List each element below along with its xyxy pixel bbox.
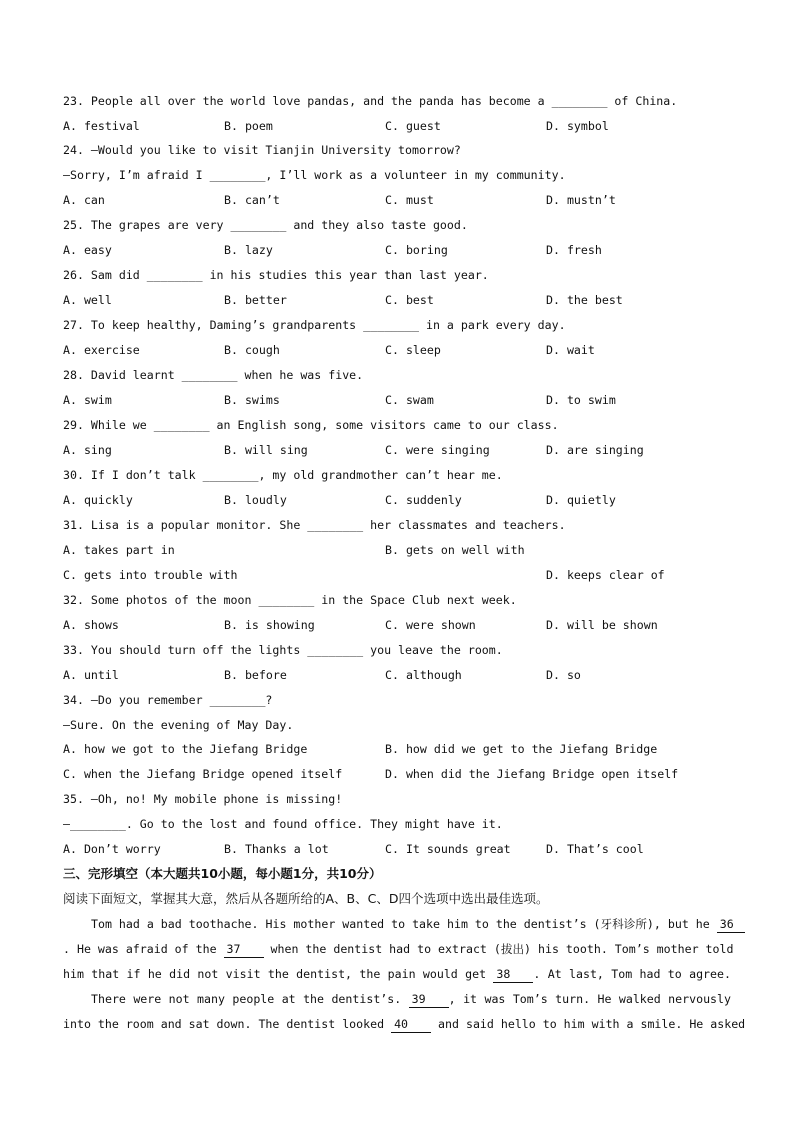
option-d: D. quietly bbox=[546, 493, 616, 507]
option-c: C. were shown bbox=[385, 618, 476, 632]
option-d: D. to swim bbox=[546, 393, 616, 407]
option-a: A. until bbox=[63, 668, 119, 682]
option-d: D. the best bbox=[546, 293, 623, 307]
passage-text: into the room and sat down. The dentist looked bbox=[63, 1017, 392, 1031]
option-d: D. wait bbox=[546, 343, 595, 357]
option-a: A. how we got to the Jiefang Bridge bbox=[63, 742, 308, 756]
option-a: A. sing bbox=[63, 443, 112, 457]
question-29-options bbox=[63, 440, 743, 460]
question-32-stem: 32. Some photos of the moon ________ in the Space Club next week. bbox=[63, 593, 517, 607]
option-b: B. is showing bbox=[224, 618, 315, 632]
question-28-stem: 28. David learnt ________ when he was five. bbox=[63, 368, 364, 382]
option-a: A. Don’t worry bbox=[63, 842, 161, 856]
option-a: A. easy bbox=[63, 243, 112, 257]
option-a: A. can bbox=[63, 193, 105, 207]
question-31-stem: 31. Lisa is a popular monitor. She ________ her classmates and teachers. bbox=[63, 518, 566, 532]
question-31-options-row2 bbox=[63, 565, 743, 585]
passage-text: There were not many people at the dentist’s. bbox=[91, 992, 409, 1006]
option-b: B. better bbox=[224, 293, 287, 307]
question-28-options bbox=[63, 390, 743, 410]
question-26-stem: 26. Sam did ________ in his studies this year than last year. bbox=[63, 268, 489, 282]
option-c: C. sleep bbox=[385, 343, 441, 357]
option-c: C. guest bbox=[385, 119, 441, 133]
option-a: A. exercise bbox=[63, 343, 140, 357]
question-33-options bbox=[63, 665, 743, 685]
question-35-stem: 35. —Oh, no! My mobile phone is missing! bbox=[63, 792, 343, 806]
option-a: A. takes part in bbox=[63, 543, 175, 557]
question-30-stem: 30. If I don’t talk ________, my old grandmother can’t hear me. bbox=[63, 468, 503, 482]
section-3-instruction: 阅读下面短文，掌握其大意，然后从各题所给的A、B、C、D四个选项中选出最佳选项。 bbox=[63, 891, 549, 906]
question-34-stem-reply: —Sure. On the evening of May Day. bbox=[63, 718, 294, 732]
question-34-options-row2 bbox=[63, 764, 743, 784]
passage-line-2 bbox=[63, 939, 734, 959]
option-d: D. so bbox=[546, 668, 581, 682]
passage-text: him that if he did not visit the dentist, the pain would get bbox=[63, 967, 494, 981]
option-c: C. were singing bbox=[385, 443, 490, 457]
option-a: A. festival bbox=[63, 119, 140, 133]
question-34-options-row1 bbox=[63, 739, 743, 759]
option-b: B. cough bbox=[224, 343, 280, 357]
option-b: B. before bbox=[224, 668, 287, 682]
option-d: D. are singing bbox=[546, 443, 644, 457]
passage-text: when the dentist had to extract (拔出) his tooth. Tom’s mother told bbox=[263, 942, 734, 956]
option-a: A. quickly bbox=[63, 493, 133, 507]
option-d: D. mustn’t bbox=[546, 193, 616, 207]
question-26-options bbox=[63, 290, 743, 310]
question-24-options bbox=[63, 190, 743, 210]
option-c: C. It sounds great bbox=[385, 842, 511, 856]
option-c: C. boring bbox=[385, 243, 448, 257]
option-d: D. That’s cool bbox=[546, 842, 644, 856]
question-33-stem: 33. You should turn off the lights ________ you leave the room. bbox=[63, 643, 503, 657]
option-b: B. lazy bbox=[224, 243, 273, 257]
option-d: D. will be shown bbox=[546, 618, 658, 632]
option-b: B. gets on well with bbox=[385, 543, 525, 557]
option-a: A. shows bbox=[63, 618, 119, 632]
option-b: B. can’t bbox=[224, 193, 280, 207]
option-b: B. swims bbox=[224, 393, 280, 407]
option-d: D. keeps clear of bbox=[546, 568, 665, 582]
passage-text: . He was afraid of the bbox=[63, 942, 224, 956]
question-25-options bbox=[63, 240, 743, 260]
question-31-options-row1 bbox=[63, 540, 743, 560]
option-d: D. when did the Jiefang Bridge open itself bbox=[385, 767, 679, 781]
passage-text: . At last, Tom had to agree. bbox=[533, 967, 731, 981]
option-a: A. swim bbox=[63, 393, 112, 407]
passage-text: , it was Tom’s turn. He walked nervously bbox=[448, 992, 731, 1006]
option-c: C. must bbox=[385, 193, 434, 207]
option-c: C. suddenly bbox=[385, 493, 462, 507]
question-23-stem: 23. People all over the world love pandas, and the panda has become a ________ of China. bbox=[63, 94, 678, 108]
option-c: C. best bbox=[385, 293, 434, 307]
passage-text: and said hello to him with a smile. He asked bbox=[431, 1017, 746, 1031]
option-b: B. will sing bbox=[224, 443, 308, 457]
section-3-title: 三、完形填空（本大题共10小题，每小题1分，共10分） bbox=[63, 866, 382, 881]
question-34-stem: 34. —Do you remember ________? bbox=[63, 693, 273, 707]
question-35-options bbox=[63, 839, 743, 859]
question-35-stem-reply: —________. Go to the lost and found office. They might have it. bbox=[63, 817, 503, 831]
option-b: B. how did we get to the Jiefang Bridge bbox=[385, 742, 658, 756]
question-25-stem: 25. The grapes are very ________ and they also taste good. bbox=[63, 218, 468, 232]
passage-line-4 bbox=[63, 989, 731, 1009]
question-24-stem: 24. —Would you like to visit Tianjin University tomorrow? bbox=[63, 143, 461, 157]
option-b: B. loudly bbox=[224, 493, 287, 507]
question-29-stem: 29. While we ________ an English song, some visitors came to our class. bbox=[63, 418, 559, 432]
blank-40: 40 bbox=[391, 1016, 431, 1033]
question-27-stem: 27. To keep healthy, Daming’s grandparents ________ in a park every day. bbox=[63, 318, 566, 332]
option-d: D. fresh bbox=[546, 243, 602, 257]
blank-36: 36 bbox=[717, 916, 745, 933]
option-a: A. well bbox=[63, 293, 112, 307]
passage-line-5 bbox=[63, 1014, 746, 1034]
blank-39: 39 bbox=[409, 991, 449, 1008]
question-23-options bbox=[63, 116, 743, 136]
passage-line-1 bbox=[63, 914, 734, 934]
option-d: D. symbol bbox=[546, 119, 609, 133]
option-c: C. swam bbox=[385, 393, 434, 407]
option-b: B. Thanks a lot bbox=[224, 842, 329, 856]
question-27-options bbox=[63, 340, 743, 360]
passage-line-3 bbox=[63, 964, 731, 984]
option-b: B. poem bbox=[224, 119, 273, 133]
option-c: C. when the Jiefang Bridge opened itself bbox=[63, 767, 343, 781]
question-32-options bbox=[63, 615, 743, 635]
option-c: C. although bbox=[385, 668, 462, 682]
passage-text: Tom had a bad toothache. His mother wanted to take him to the dentist’s (牙科诊所), but he bbox=[91, 917, 717, 931]
blank-37: 37 bbox=[224, 941, 264, 958]
question-24-stem-reply: —Sorry, I’m afraid I ________, I’ll work as a volunteer in my community. bbox=[63, 168, 566, 182]
blank-38: 38 bbox=[493, 966, 533, 983]
question-30-options bbox=[63, 490, 743, 510]
option-c: C. gets into trouble with bbox=[63, 568, 238, 582]
